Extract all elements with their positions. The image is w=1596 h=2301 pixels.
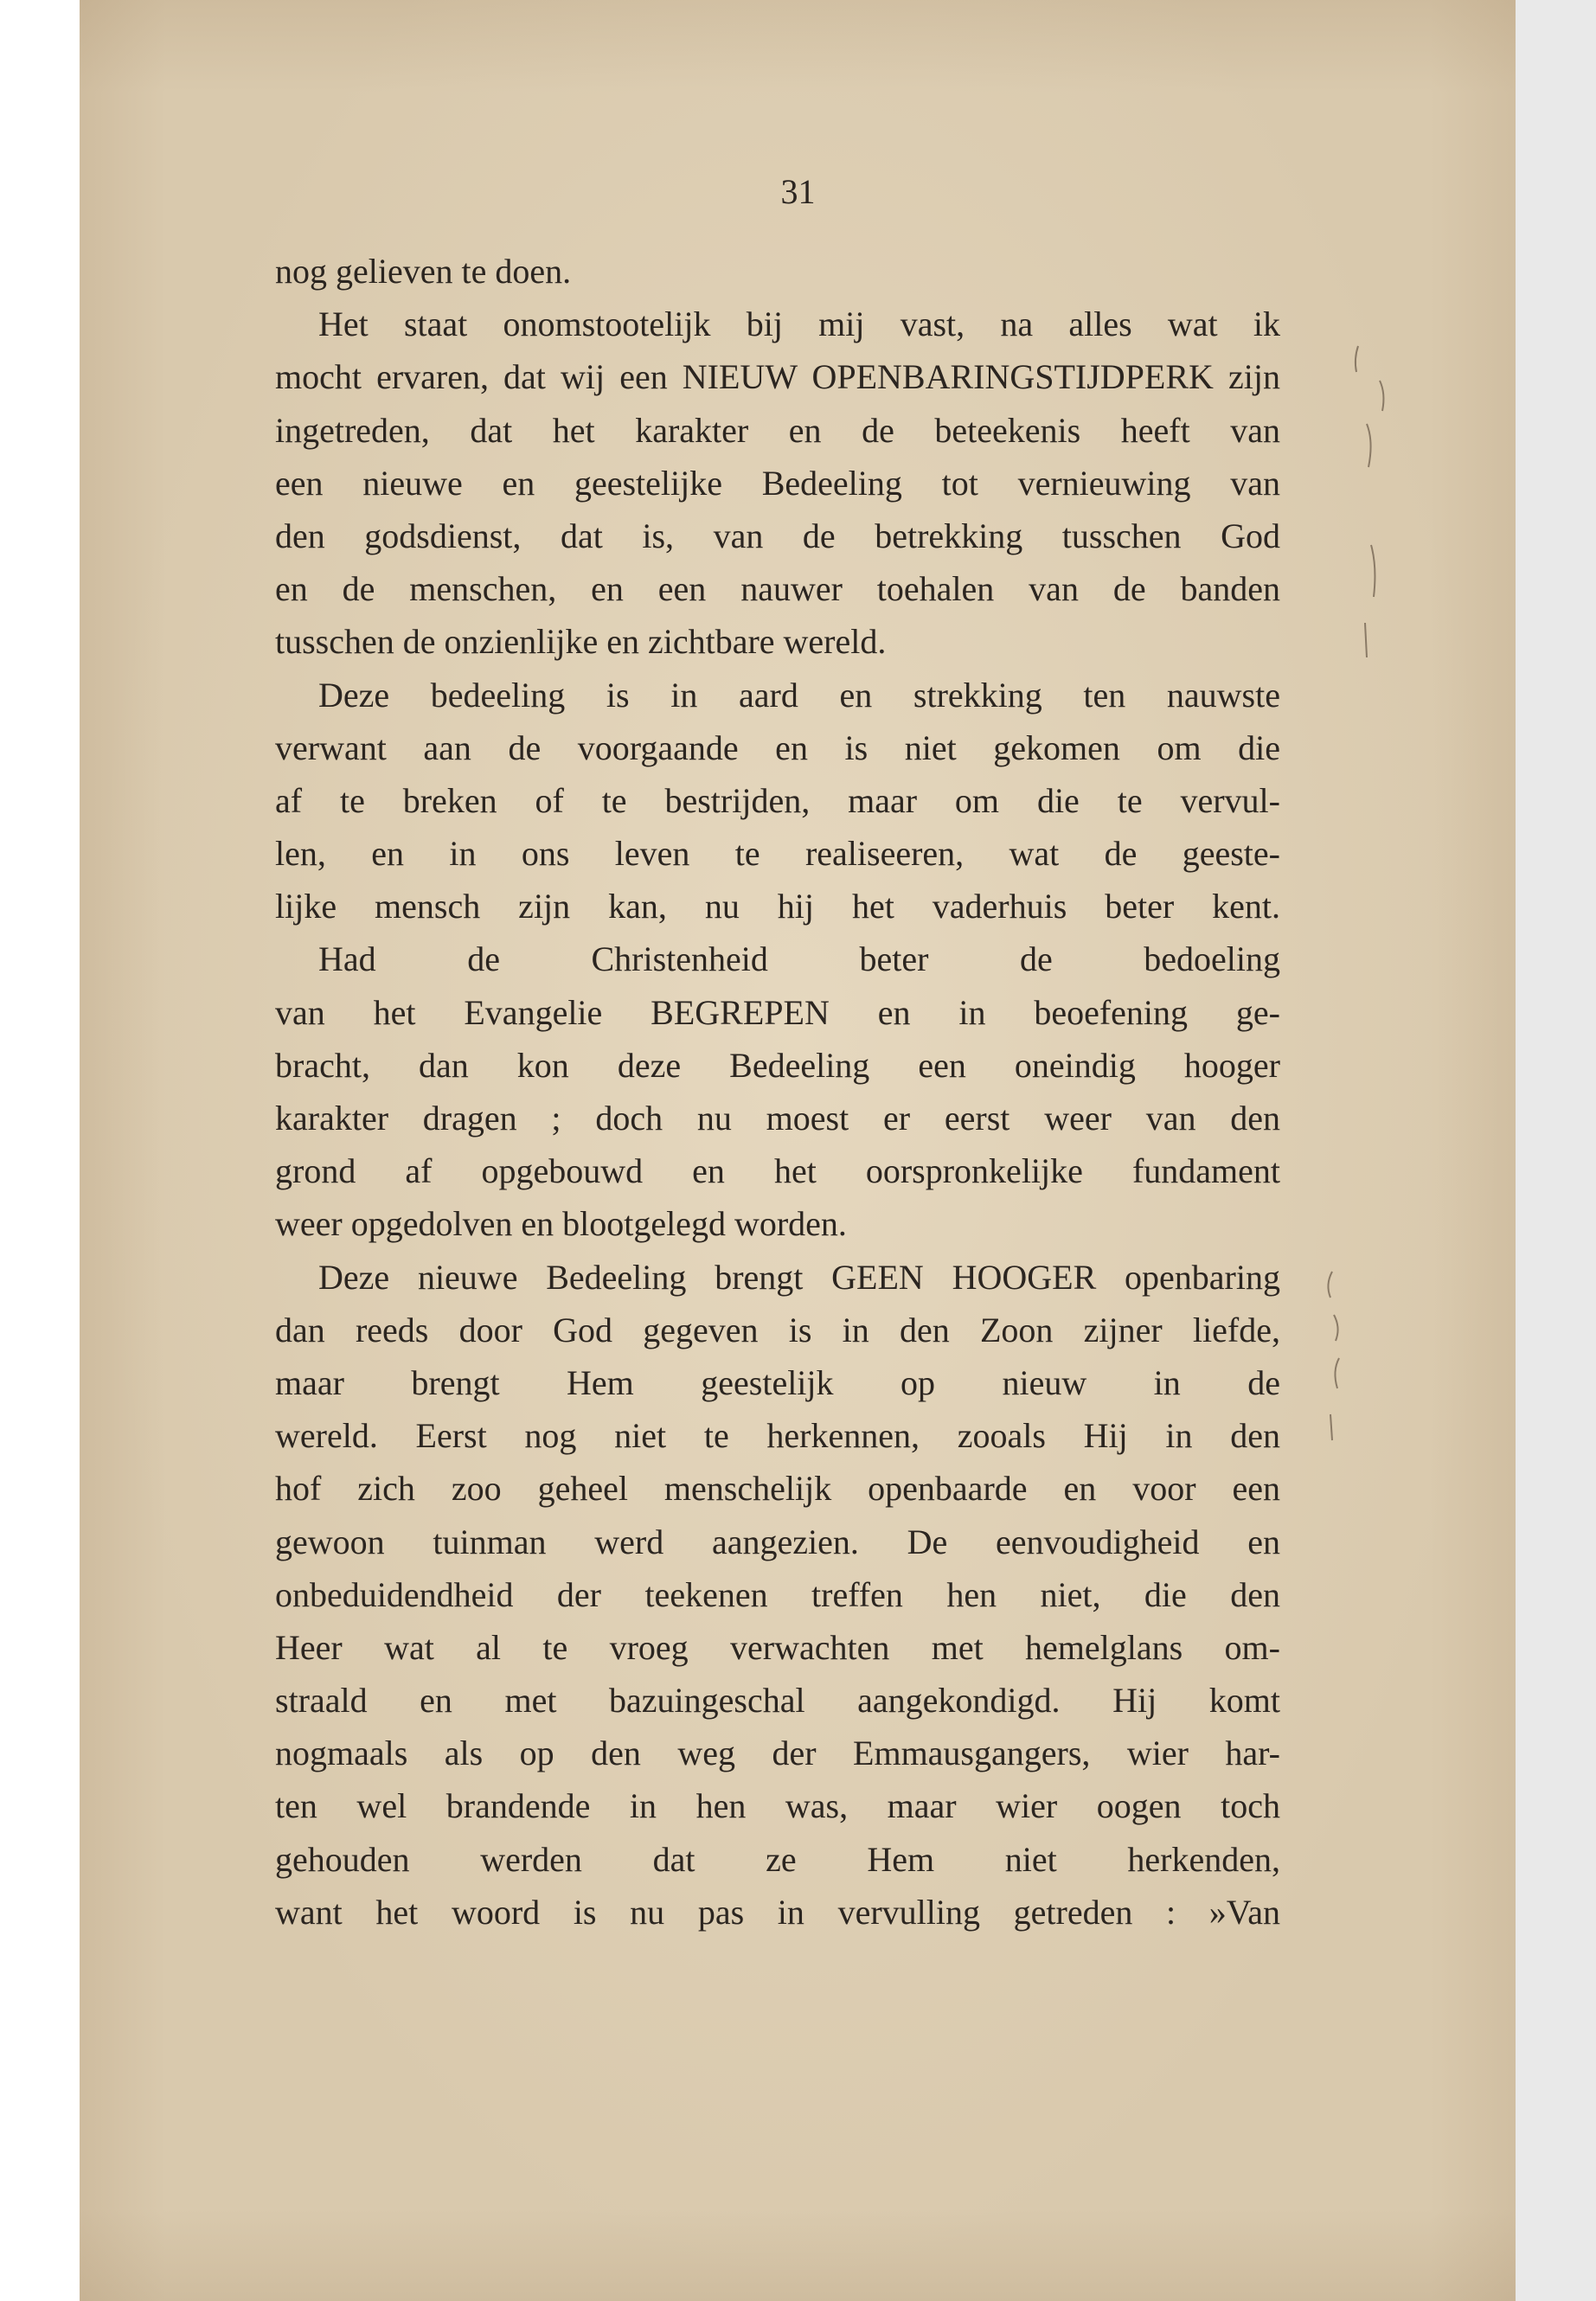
text-line: van het Evangelie BEGREPEN en in beoefening ge- (275, 992, 1280, 1032)
text-line: dan reeds door God gegeven is in den Zoon zijner liefde, (275, 1310, 1280, 1349)
text-line: Deze nieuwe Bedeeling brengt GEEN HOOGER openbaring (318, 1257, 1280, 1297)
page-number: 31 (780, 172, 816, 211)
text-line: gewoon tuinman werd aangezien. De eenvoudigheid en (275, 1522, 1280, 1561)
text-line: verwant aan de voorgaande en is niet gekomen om die (275, 727, 1280, 767)
text-line: den godsdienst, dat is, van de betrekking tusschen God (275, 516, 1280, 555)
text-line: onbeduidendheid der teekenen treffen hen niet, die den (275, 1574, 1280, 1614)
text-line: straald en met bazuingeschal aangekondigd. Hij komt (275, 1681, 1280, 1721)
text-line: bracht, dan kon deze Bedeeling een oneindig hooger (275, 1045, 1280, 1085)
text-line: nogmaals als op den weg der Emmausgangers, wier har- (275, 1734, 1280, 1773)
text-line: mocht ervaren, dat wij een NIEUW OPENBARINGSTIJDPERK zijn (275, 357, 1280, 397)
text-line: Had de Christenheid beter de bedoeling (318, 939, 1280, 979)
text-line: gehouden werden dat ze Hem niet herkenden, (275, 1839, 1280, 1879)
text-line: ten wel brandende in hen was, maar wier oogen toch (275, 1786, 1280, 1826)
text-line: grond af opgebouwd en het oorspronkelijke fundament (275, 1151, 1280, 1191)
text-line: een nieuwe en geestelijke Bedeeling tot vernieuwing van (275, 463, 1280, 503)
text-line: nog gelieven te doen. (275, 252, 572, 291)
text-line: ingetreden, dat het karakter en de beteekenis heeft van (275, 410, 1280, 450)
margin-pencil-marks (1332, 329, 1401, 1021)
text-line: Het staat onomstootelijk bij mij vast, na alles wat ik (318, 304, 1280, 344)
text-line: Deze bedeeling is in aard en strekking ten nauwste (318, 675, 1280, 715)
text-line: len, en in ons leven te realiseeren, wat de geeste- (275, 834, 1280, 874)
text-line: karakter dragen ; doch nu moest er eerst weer van den (275, 1099, 1280, 1138)
text-line: lijke mensch zijn kan, nu hij het vaderhuis beter kent. (275, 887, 1280, 926)
text-line: Heer wat al te vroeg verwachten met hemelglans om- (275, 1627, 1280, 1667)
text-line: want het woord is nu pas in vervulling getreden : »Van (275, 1892, 1280, 1932)
text-line: wereld. Eerst nog niet te herkennen, zooals Hij in den (275, 1416, 1280, 1456)
margin-pencil-marks-lower (1315, 1263, 1384, 1488)
text-line: weer opgedolven en blootgelegd worden. (275, 1204, 847, 1244)
text-line: tusschen de onzienlijke en zichtbare wereld. (275, 622, 887, 662)
text-line: af te breken of te bestrijden, maar om die te vervul- (275, 780, 1280, 820)
text-line: en de menschen, en een nauwer toehalen van de banden (275, 569, 1280, 609)
text-line: hof zich zoo geheel menschelijk openbaarde en voor een (275, 1469, 1280, 1509)
scan-border (1516, 0, 1596, 2301)
text-line: maar brengt Hem geestelijk op nieuw in de (275, 1362, 1280, 1402)
body-text (275, 245, 1280, 1939)
